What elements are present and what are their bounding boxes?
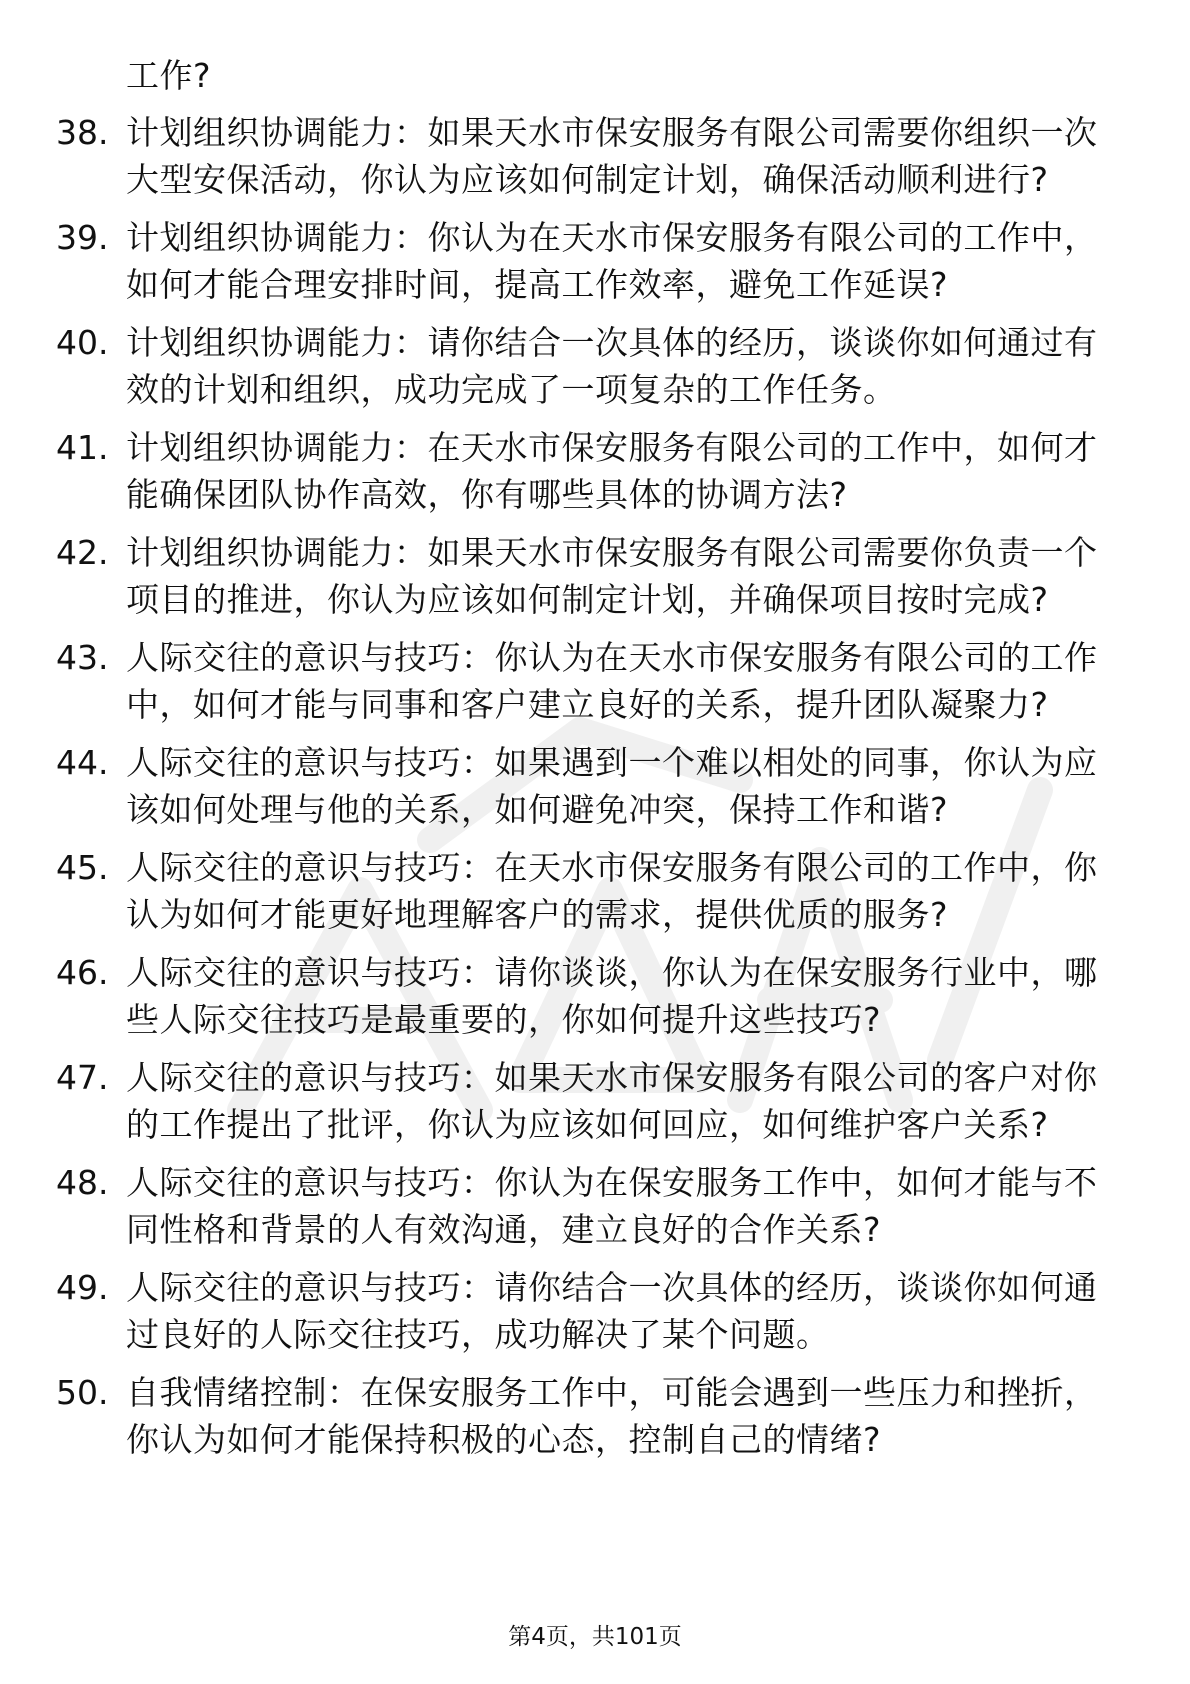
question-text: 人际交往的意识与技巧：在天水市保安服务有限公司的工作中，你认为如何才能更好地理解客户的需求，提供优质的服务? [126, 848, 1098, 934]
question-number: 41. [56, 428, 109, 467]
question-item [0, 110, 1190, 203]
question-item [0, 635, 1190, 728]
question-text: 人际交往的意识与技巧：如果遇到一个难以相处的同事，你认为应该如何处理与他的关系，如何避免冲突，保持工作和谐? [126, 743, 1098, 829]
question-item [0, 845, 1190, 938]
question-number: 44. [56, 743, 109, 782]
question-text: 计划组织协调能力：请你结合一次具体的经历，谈谈你如何通过有效的计划和组织，成功完成了一项复杂的工作任务。 [126, 323, 1098, 409]
question-text: 计划组织协调能力：你认为在天水市保安服务有限公司的工作中，如何才能合理安排时间，提高工作效率，避免工作延误? [126, 218, 1098, 304]
question-item [0, 740, 1190, 833]
question-text: 人际交往的意识与技巧：你认为在天水市保安服务有限公司的工作中，如何才能与同事和客户建立良好的关系，提升团队凝聚力? [126, 638, 1098, 724]
question-number: 46. [56, 953, 109, 992]
question-item [0, 1370, 1190, 1463]
question-item [0, 1265, 1190, 1358]
question-text: 自我情绪控制：在保安服务工作中，可能会遇到一些压力和挫折，你认为如何才能保持积极的心态，控制自己的情绪? [126, 1373, 1098, 1459]
question-number: 38. [56, 113, 109, 152]
question-item [0, 425, 1190, 518]
question-text: 人际交往的意识与技巧：你认为在保安服务工作中，如何才能与不同性格和背景的人有效沟通，建立良好的合作关系? [126, 1163, 1098, 1249]
question-text: 计划组织协调能力：如果天水市保安服务有限公司需要你负责一个项目的推进，你认为应该如何制定计划，并确保项目按时完成? [126, 533, 1098, 619]
question-item [0, 530, 1190, 623]
question-text: 计划组织协调能力：在天水市保安服务有限公司的工作中，如何才能确保团队协作高效，你有哪些具体的协调方法? [126, 428, 1098, 514]
question-number: 43. [56, 638, 109, 677]
question-number: 49. [56, 1268, 109, 1307]
question-text: 计划组织协调能力：如果天水市保安服务有限公司需要你组织一次大型安保活动，你认为应该如何制定计划，确保活动顺利进行? [126, 113, 1098, 199]
question-item [0, 950, 1190, 1043]
question-number: 50. [56, 1373, 109, 1412]
question-number: 40. [56, 323, 109, 362]
question-number: 45. [56, 848, 109, 887]
question-number: 47. [56, 1058, 109, 1097]
question-item [0, 320, 1190, 413]
question-item [0, 215, 1190, 308]
page-footer: 第4页，共101页 [508, 1624, 682, 1650]
question-item [0, 1055, 1190, 1148]
question-number: 39. [56, 218, 109, 257]
question-number: 48. [56, 1163, 109, 1202]
question-text: 人际交往的意识与技巧：请你结合一次具体的经历，谈谈你如何通过良好的人际交往技巧，成功解决了某个问题。 [126, 1268, 1098, 1354]
question-text: 人际交往的意识与技巧：如果天水市保安服务有限公司的客户对你的工作提出了批评，你认为应该如何回应，如何维护客户关系? [126, 1058, 1098, 1144]
question-item [0, 1160, 1190, 1253]
continuation-text: 工作? [126, 56, 212, 95]
question-list [0, 110, 1190, 1475]
question-number: 42. [56, 533, 109, 572]
question-text: 人际交往的意识与技巧：请你谈谈，你认为在保安服务行业中，哪些人际交往技巧是最重要的，你如何提升这些技巧? [126, 953, 1098, 1039]
